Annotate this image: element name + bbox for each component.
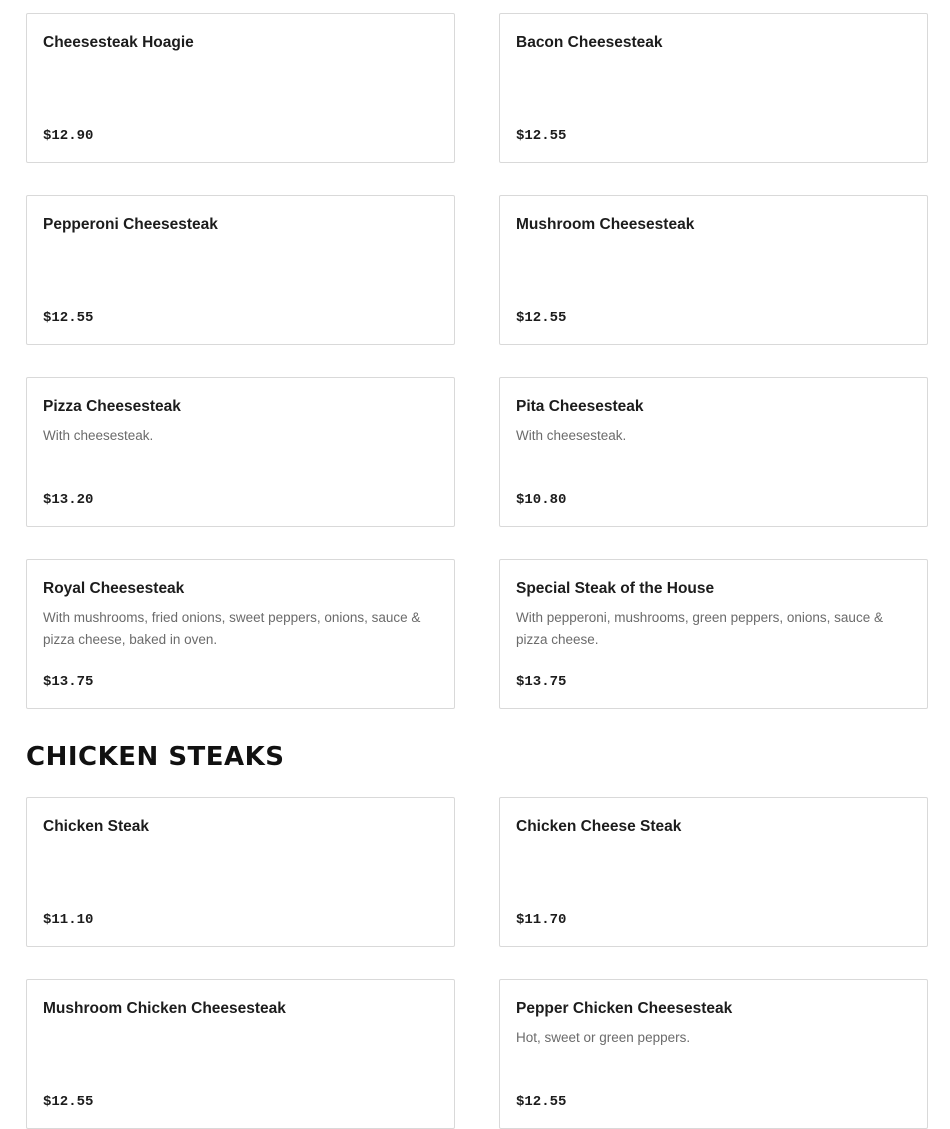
menu-item-card[interactable] xyxy=(26,195,455,345)
menu-item-name: Pepper Chicken Cheesesteak xyxy=(516,1000,733,1017)
menu-item-card[interactable] xyxy=(26,559,455,709)
menu-item-card[interactable] xyxy=(499,377,928,527)
menu-item-price: $12.55 xyxy=(43,1094,94,1110)
menu-item-description: With pepperoni, mushrooms, green peppers, onions, sauce & pizza cheese. xyxy=(516,610,883,647)
menu-item-description: With cheesesteak. xyxy=(43,428,154,443)
section-heading-chicken-steaks: CHICKEN STEAKS xyxy=(26,742,285,772)
menu-item-price: $12.55 xyxy=(43,310,94,326)
menu-item-name: Chicken Cheese Steak xyxy=(516,818,682,835)
menu-item-name: Special Steak of the House xyxy=(516,580,715,597)
menu-item-price: $13.20 xyxy=(43,492,94,508)
menu-item-name: Pepperoni Cheesesteak xyxy=(43,216,218,233)
menu-item-name: Pita Cheesesteak xyxy=(516,398,644,415)
menu-item-name: Pizza Cheesesteak xyxy=(43,398,181,415)
chicken-steaks-items-grid xyxy=(26,797,928,1129)
menu-item-price: $12.55 xyxy=(516,128,567,144)
cheesesteak-items-grid xyxy=(26,13,928,709)
menu-item-price: $13.75 xyxy=(516,674,567,690)
menu-item-card[interactable] xyxy=(499,13,928,163)
menu-item-price: $12.55 xyxy=(516,310,567,326)
menu-item-card[interactable] xyxy=(499,559,928,709)
menu-item-description: With cheesesteak. xyxy=(516,428,627,443)
menu-item-name: Bacon Cheesesteak xyxy=(516,34,663,51)
menu-item-name: Mushroom Cheesesteak xyxy=(516,216,695,233)
menu-item-description: Hot, sweet or green peppers. xyxy=(516,1030,691,1045)
menu-item-price: $10.80 xyxy=(516,492,567,508)
menu-item-description: With mushrooms, fried onions, sweet peppers, onions, sauce & pizza cheese, baked in oven. xyxy=(43,610,421,647)
menu-item-price: $11.10 xyxy=(43,912,94,928)
menu-item-name: Cheesesteak Hoagie xyxy=(43,34,194,51)
menu-item-card[interactable] xyxy=(499,979,928,1129)
menu-item-price: $12.55 xyxy=(516,1094,567,1110)
menu-item-price: $12.90 xyxy=(43,128,94,144)
menu-item-name: Royal Cheesesteak xyxy=(43,580,185,597)
menu-item-card[interactable] xyxy=(499,797,928,947)
menu-item-card[interactable] xyxy=(26,13,455,163)
menu-item-price: $13.75 xyxy=(43,674,94,690)
menu-item-card[interactable] xyxy=(26,377,455,527)
menu-item-card[interactable] xyxy=(499,195,928,345)
menu-item-card[interactable] xyxy=(26,979,455,1129)
menu-item-card[interactable] xyxy=(26,797,455,947)
menu-item-name: Chicken Steak xyxy=(43,818,149,835)
menu-item-name: Mushroom Chicken Cheesesteak xyxy=(43,1000,286,1017)
menu-item-price: $11.70 xyxy=(516,912,567,928)
